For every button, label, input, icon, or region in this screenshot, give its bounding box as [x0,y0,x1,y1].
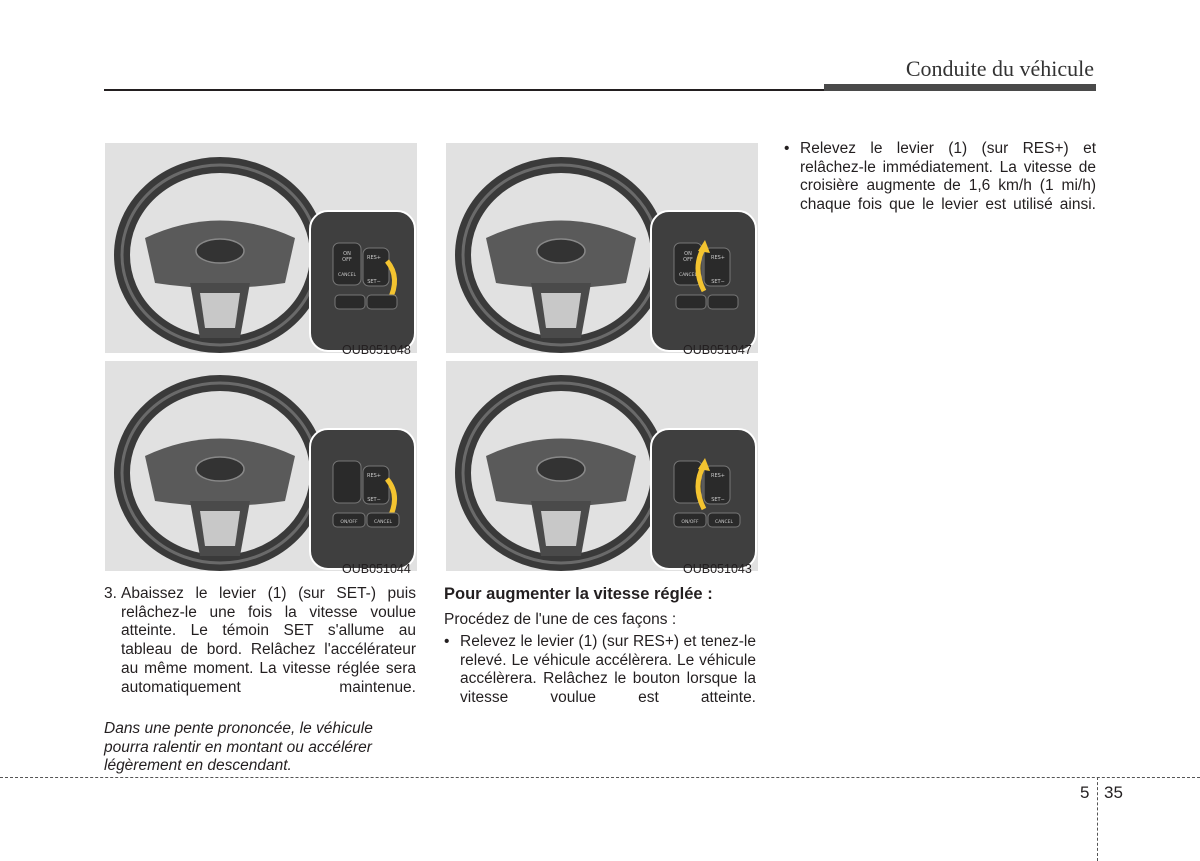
page-number: 35 [1104,783,1123,802]
svg-text:RES+: RES+ [711,255,725,261]
svg-text:ON/OFF: ON/OFF [340,520,358,525]
figure-4-code: OUB051043 [683,562,752,576]
svg-text:CANCEL: CANCEL [373,520,393,525]
figure-3-steering-wheel [446,143,758,353]
svg-text:OFF: OFF [342,257,352,263]
footer-divider [0,777,1200,778]
step-number: 3. [104,585,117,602]
chapter-number: 5 [1080,783,1090,802]
svg-text:SET−: SET− [367,279,381,285]
svg-text:RES+: RES+ [711,473,725,479]
figure-2-code: OUB051044 [342,562,411,576]
step-3 [104,585,416,716]
note-text: Dans une pente prononcée, le véhicule pourra ralentir en montant ou accélérer légèrement en descendant. [104,720,373,775]
figure-1-code: OUB051048 [342,343,411,357]
footer-vertical-divider [1097,777,1098,861]
figure-1-steering-wheel [105,143,417,353]
svg-text:SET−: SET− [711,279,725,285]
page-header-title: Conduite du véhicule [905,56,1094,81]
svg-text:CANCEL: CANCEL [714,520,734,525]
brand-emblem-icon [196,457,244,481]
svg-text:ON/OFF: ON/OFF [681,520,699,525]
brand-emblem-icon [537,239,585,263]
svg-text:RES+: RES+ [367,255,381,261]
bullet-item: • Relevez le levier (1) (sur RES+) et tenez-le relevé. Le véhicule accélèrera. Le véhicule accélèrera. Relâchez le bouton lorsque la vitesse voulue est atteinte. [444,633,756,727]
control-zoom-inset [310,211,415,351]
svg-text:SET−: SET− [711,497,725,503]
figure-3-code: OUB051047 [683,343,752,357]
bullet-list-middle [444,633,756,727]
brand-emblem-icon [537,457,585,481]
section-heading: Pour augmenter la vitesse réglée : [444,585,713,603]
svg-text:RES+: RES+ [367,473,381,479]
header-rule-accent [824,84,1096,91]
step-3-text: Abaissez le levier (1) (sur SET-) puis relâchez-le une fois la vitesse voulue atteinte. Le témoin SET s'allume au tableau de bord. Relâchez l'accélérateur au même moment. La vitesse réglée sera automatiquement maintenue. [121,585,416,696]
figure-2-steering-wheel [105,361,417,571]
brand-emblem-icon [196,239,244,263]
svg-text:SET−: SET− [367,497,381,503]
bullet-list-right [784,140,1096,234]
svg-text:OFF: OFF [683,257,693,263]
svg-text:CANCEL: CANCEL [678,273,698,278]
svg-text:CANCEL: CANCEL [337,273,357,278]
svg-text:ON: ON [343,251,351,257]
intro-text: Procédez de l'une de ces façons : [444,611,677,628]
bullet-item: • Relevez le levier (1) (sur RES+) et relâchez-le immédiatement. La vitesse de croisière augmente de 1,6 km/h (1 mi/h) chaque fois que le levier est utilisé ainsi. [784,140,1096,234]
header-rule [104,89,824,91]
svg-text:ON: ON [684,251,692,257]
figure-4-steering-wheel [446,361,758,571]
